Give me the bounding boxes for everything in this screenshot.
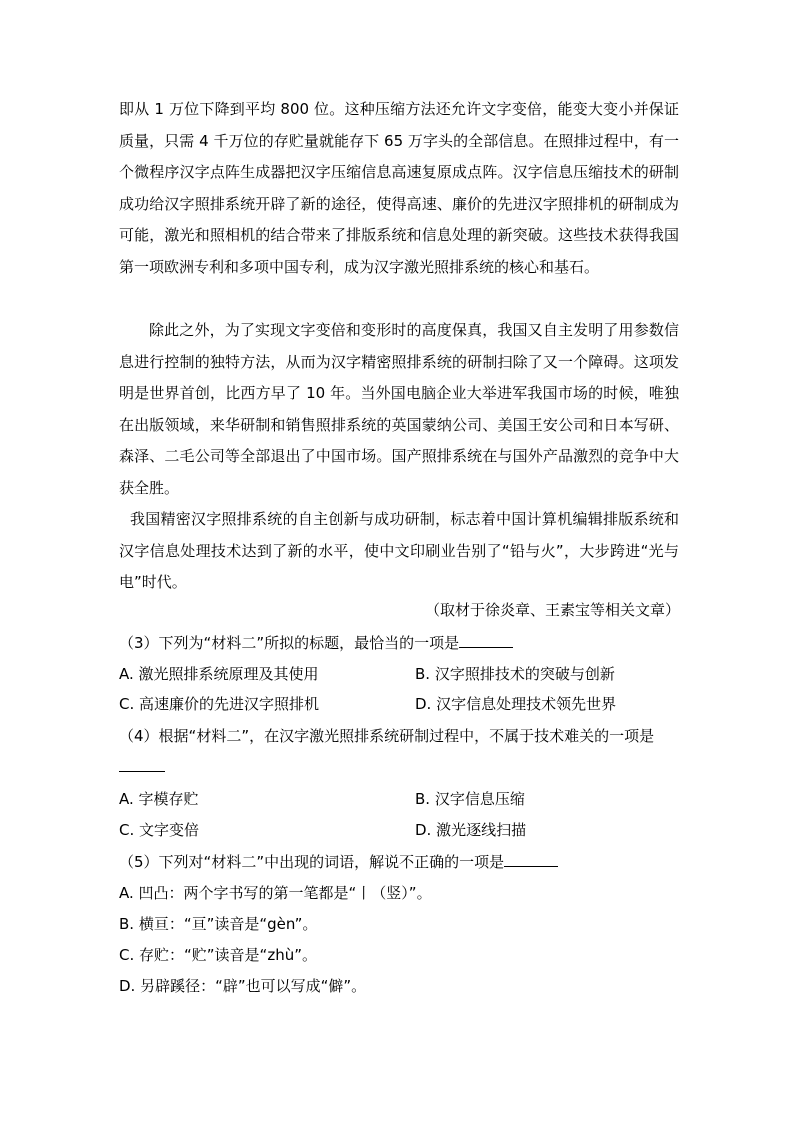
question-5-option-b[interactable]: B. 横亘：“亘”读音是“gèn”。 xyxy=(119,915,318,933)
question-3-options-row-1 xyxy=(119,659,679,689)
question-3-options-row-2 xyxy=(119,689,679,719)
question-3-option-b[interactable]: B. 汉字照排技术的突破与创新 xyxy=(415,665,615,683)
question-5-option-d[interactable]: D. 另辟蹊径：“辟”也可以写成“僻”。 xyxy=(119,977,367,995)
question-3-option-d[interactable]: D. 汉字信息处理技术领先世界 xyxy=(415,695,617,713)
question-4-options-row-1 xyxy=(119,784,679,814)
question-4-options-row-2 xyxy=(119,815,679,845)
passage-paragraph-3: 我国精密汉字照排系统的自主创新与成功研制，标志着中国计算机编辑排版系统和汉字信息处理技术达到了新的水平，使中文印刷业告别了“铅与火”，大步跨进“光与电”时代。 xyxy=(119,510,679,592)
question-3-answer-blank[interactable] xyxy=(459,633,513,648)
question-3-option-c[interactable]: C. 高速廉价的先进汉字照排机 xyxy=(119,695,320,713)
question-5-text: （5）下列对“材料二”中出现的词语，解说不正确的一项是 xyxy=(119,853,505,871)
question-5-answer-blank[interactable] xyxy=(504,852,558,867)
question-3-stem xyxy=(119,628,679,658)
question-4-option-d[interactable]: D. 激光逐线扫描 xyxy=(415,821,527,839)
question-4-option-b[interactable]: B. 汉字信息压缩 xyxy=(415,790,525,808)
question-3-option-a[interactable]: A. 激光照排系统原理及其使用 xyxy=(119,665,319,683)
question-4-option-a[interactable]: A. 字模存贮 xyxy=(119,790,199,808)
passage-paragraph-2: 除此之外，为了实现文字变倍和变形时的高度保真，我国又自主发明了用参数信息进行控制的独特方法，从而为汉字精密照排系统的研制扫除了又一个障碍。这项发明是世界首创，比西方早了 10 年。当外国电脑企业大举进军我国市场的时候，唯独在出版领域，来华研制和销售照排系统的英国蒙纳公司、美国王安公司和日本写研、森泽、二毛公司等全部退出了中国市场。国产照排系统在与国外产品激烈的竞争中大获全胜。 xyxy=(119,321,679,497)
question-4-text: （4）根据“材料二”，在汉字激光照排系统研制过程中，不属于技术难关的一项是 xyxy=(119,727,655,745)
question-4-answer-blank[interactable] xyxy=(119,757,165,772)
question-5-option-c[interactable]: C. 存贮：“贮”读音是“zhù”。 xyxy=(119,946,317,964)
question-5-stem xyxy=(119,847,679,877)
question-5-option-a[interactable]: A. 凹凸：两个字书写的第一笔都是“丨（竖）”。 xyxy=(119,884,432,902)
question-3-text: （3）下列为“材料二”所拟的标题，最恰当的一项是 xyxy=(119,634,460,652)
source-citation: （取材于徐炎章、王素宝等相关文章） xyxy=(424,601,680,619)
question-4-stem xyxy=(119,721,679,783)
passage-paragraph-1: 即从 1 万位下降到平均 800 位。这种压缩方法还允许文字变倍，能变大变小并保证质量，只需 4 千万位的存贮量就能存下 65 万字头的全部信息。在照排过程中，有一个微程序汉字点阵生成器把汉字压缩信息高速复原成点阵。汉字信息压缩技术的研制成功给汉字照排系统开辟了新的途径，使得高速、廉价的先进汉字照排机的研制成为可能，激光和照相机的结合带来了排版系统和信息处理的新突破。这些技术获得我国第一项欧洲专利和多项中国专利，成为汉字激光照排系统的核心和基石。 xyxy=(119,100,679,276)
question-4-option-c[interactable]: C. 文字变倍 xyxy=(119,821,200,839)
